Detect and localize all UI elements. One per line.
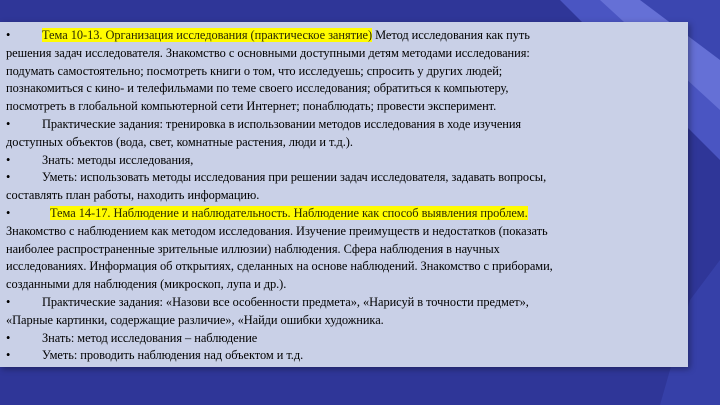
text-line — [6, 169, 682, 187]
bullet-icon: • — [6, 348, 11, 363]
bullet-icon: • — [6, 294, 11, 309]
text-line — [6, 27, 682, 45]
line-text: наиболее распространенные зрительные иллюзии) наблюдения. Сфера наблюдения в научных — [6, 241, 500, 256]
line-text: составлять план работы, находить информацию. — [6, 188, 260, 203]
line-text: Уметь: использовать методы исследования при решении задач исследователя, задавать вопросы, — [42, 170, 547, 185]
line-text: Практические задания: тренировка в использовании методов исследования в ходе изучения — [42, 116, 522, 131]
text-line — [6, 134, 682, 152]
text-line — [6, 276, 682, 294]
line-text: посмотреть в глобальной компьютерной сети Интернет; понаблюдать; провести эксперимент. — [6, 99, 497, 114]
text-line — [6, 152, 682, 170]
content-panel — [0, 22, 688, 367]
text-line — [6, 80, 682, 98]
bullet-icon: • — [6, 170, 11, 185]
line-text: созданными для наблюдения (микроскоп, лупа и др.). — [6, 277, 287, 292]
text-line — [6, 116, 682, 134]
bullet-icon: • — [6, 152, 11, 167]
text-line — [6, 63, 682, 81]
text-line — [6, 187, 682, 205]
highlighted-topic: Тема 10-13. Организация исследования (практическое занятие) — [42, 28, 373, 42]
highlighted-topic: Тема 14-17. Наблюдение и наблюдательность. Наблюдение как способ выявления проблем. — [50, 205, 528, 220]
line-text: исследованиях. Информация об открытиях, сделанных на основе наблюдений. Знакомство с приборами, — [6, 259, 553, 274]
text-line — [6, 45, 682, 63]
text-line — [6, 294, 682, 312]
text-line — [6, 205, 682, 223]
line-text: Метод исследования как путь — [372, 28, 530, 42]
bullet-icon: • — [6, 116, 11, 131]
line-text: «Парные картинки, содержащие различие», «Найди ошибки художника. — [6, 312, 384, 327]
bullet-icon: • — [6, 330, 11, 345]
line-text: Уметь: проводить наблюдения над объектом и т.д. — [42, 348, 304, 363]
text-line — [6, 223, 682, 241]
bullet-icon: • — [6, 28, 11, 42]
text-line — [6, 347, 682, 365]
text-line — [6, 330, 682, 348]
line-text: решения задач исследователя. Знакомство с основными доступными детям методами исследования: — [6, 45, 530, 60]
line-text: подумать самостоятельно; посмотреть книги о том, что исследуешь; спросить у других людей; — [6, 63, 503, 78]
line-text: доступных объектов (вода, свет, комнатные растения, люди и т.д.). — [6, 134, 353, 149]
bullet-icon: • — [6, 205, 11, 220]
text-line — [6, 312, 682, 330]
line-text: Знать: метод исследования – наблюдение — [42, 330, 258, 345]
line-text: Знакомство с наблюдением как методом исследования. Изучение преимуществ и недостатков (показать — [6, 223, 548, 238]
text-line — [6, 241, 682, 259]
line-text: познакомиться с кино- и телефильмами по теме своего исследования; обратиться к компьютеру, — [6, 81, 509, 96]
line-text: Знать: методы исследования, — [42, 152, 194, 167]
text-line — [6, 258, 682, 276]
line-text: Практические задания: «Назови все особенности предмета», «Нарисуй в точности предмет», — [42, 294, 529, 309]
text-line — [6, 98, 682, 116]
